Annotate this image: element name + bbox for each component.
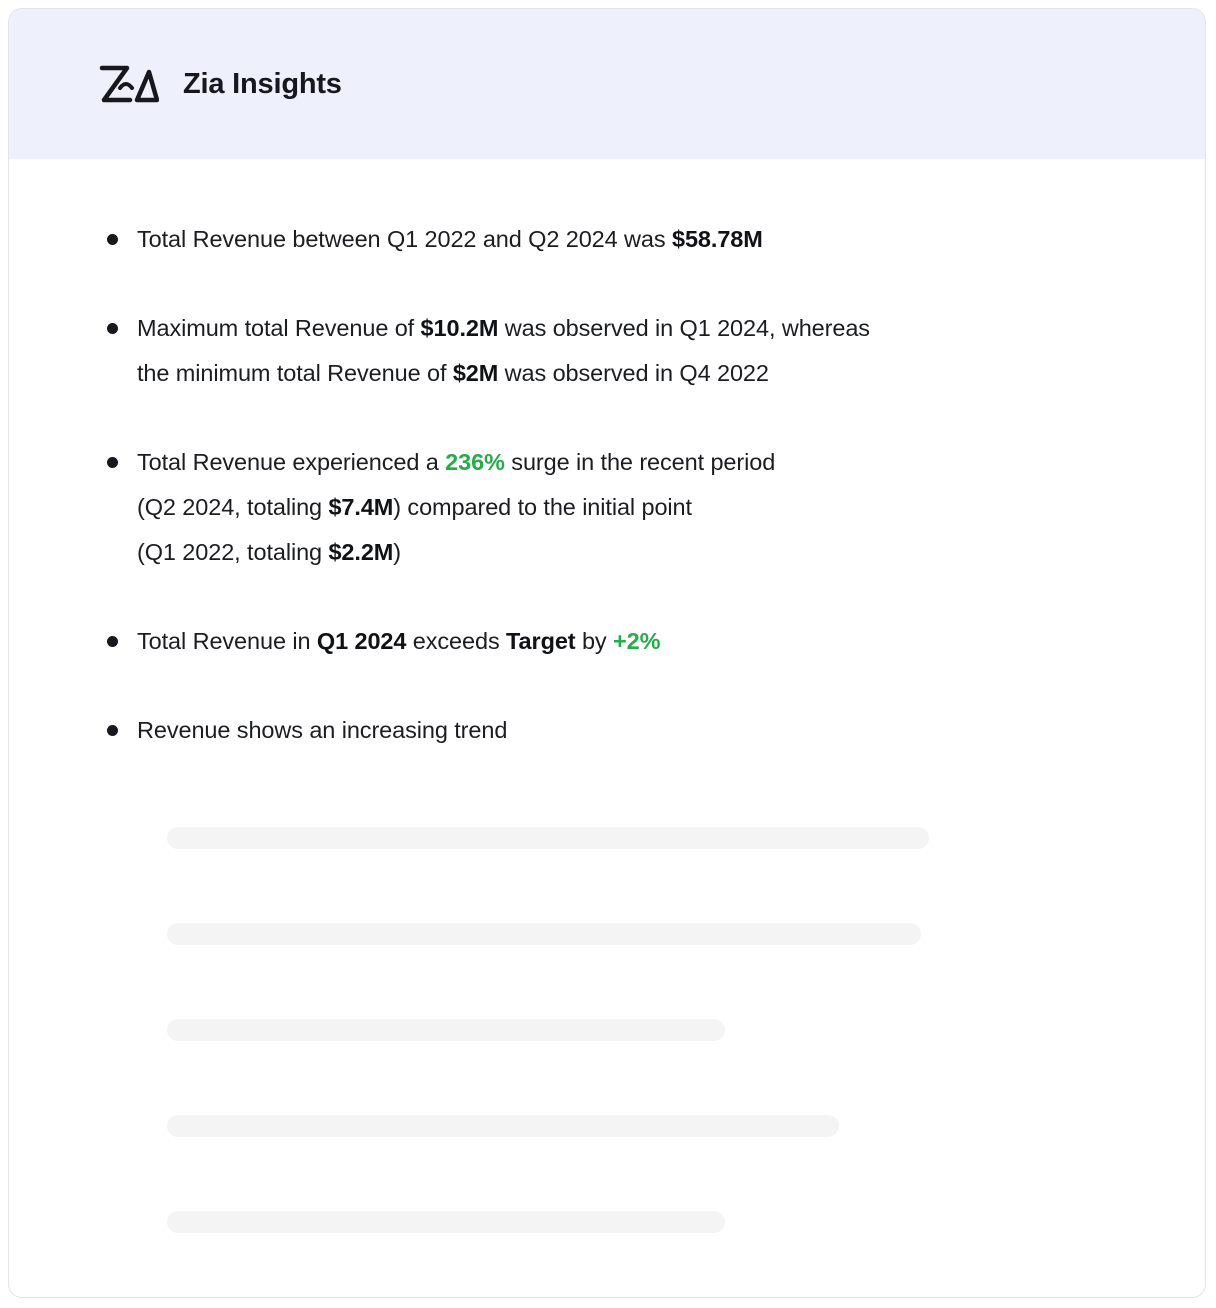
- insight-text: was observed in Q1 2024, whereas: [498, 315, 870, 341]
- insight-line: [137, 619, 1135, 664]
- insight-text: the minimum total Revenue of: [137, 360, 453, 386]
- insight-text: ) compared to the initial point: [393, 494, 692, 520]
- insight-text: (Q2 2024, totaling: [137, 494, 329, 520]
- bullet-icon: [107, 323, 118, 334]
- insight-value: $58.78M: [671, 226, 763, 252]
- insight-text: exceeds: [406, 628, 507, 654]
- insight-line: [137, 708, 1135, 753]
- loading-placeholder-bar: [167, 923, 921, 945]
- insight-text: by: [575, 628, 614, 654]
- zia-logo-icon: [97, 58, 159, 110]
- insight-text: Total Revenue between Q1 2022 and Q2 2024 was: [137, 226, 672, 252]
- loading-placeholder-area: [79, 827, 1135, 1233]
- insights-content: [9, 159, 1205, 1233]
- bullet-icon: [107, 457, 118, 468]
- insight-item-increasing-trend: [79, 708, 1135, 753]
- loading-placeholder-bar: [167, 827, 929, 849]
- insight-text: Total Revenue in: [137, 628, 317, 654]
- insight-value: $10.2M: [420, 315, 499, 341]
- bullet-icon: [107, 725, 118, 736]
- insight-text: (Q1 2022, totaling: [137, 539, 329, 565]
- insight-text: was observed in Q4 2022: [498, 360, 769, 386]
- loading-placeholder-bar: [167, 1211, 725, 1233]
- insight-highlight-value: +2%: [613, 628, 661, 654]
- page-title: Zia Insights: [183, 67, 342, 100]
- insight-value: Q1 2024: [316, 628, 407, 654]
- insight-value: $7.4M: [328, 494, 394, 520]
- insight-line: [137, 530, 1135, 575]
- insight-value: $2M: [452, 360, 499, 386]
- insight-text: Total Revenue experienced a: [137, 449, 446, 475]
- insight-line: [137, 217, 1135, 262]
- bullet-icon: [107, 636, 118, 647]
- insight-text: Revenue shows an increasing trend: [137, 717, 508, 743]
- insight-text: surge in the recent period: [504, 449, 776, 475]
- insight-line: [137, 351, 1135, 396]
- loading-placeholder-bar: [167, 1115, 839, 1137]
- panel-header: [9, 9, 1205, 159]
- insight-item-max-min-revenue: [79, 306, 1135, 396]
- insight-value: Target: [506, 628, 576, 654]
- insight-line: [137, 440, 1135, 485]
- insight-item-revenue-surge: [79, 440, 1135, 575]
- insight-item-target-exceeded: [79, 619, 1135, 664]
- loading-placeholder-bar: [167, 1019, 725, 1041]
- zia-insights-panel: [8, 8, 1206, 1298]
- insight-value: $2.2M: [328, 539, 394, 565]
- insights-list: [79, 217, 1135, 753]
- insight-text: Maximum total Revenue of: [137, 315, 421, 341]
- insight-text: ): [393, 539, 402, 565]
- insight-line: [137, 306, 1135, 351]
- insight-highlight-value: 236%: [445, 449, 505, 475]
- bullet-icon: [107, 234, 118, 245]
- insight-line: [137, 485, 1135, 530]
- insight-item-total-revenue-range: [79, 217, 1135, 262]
